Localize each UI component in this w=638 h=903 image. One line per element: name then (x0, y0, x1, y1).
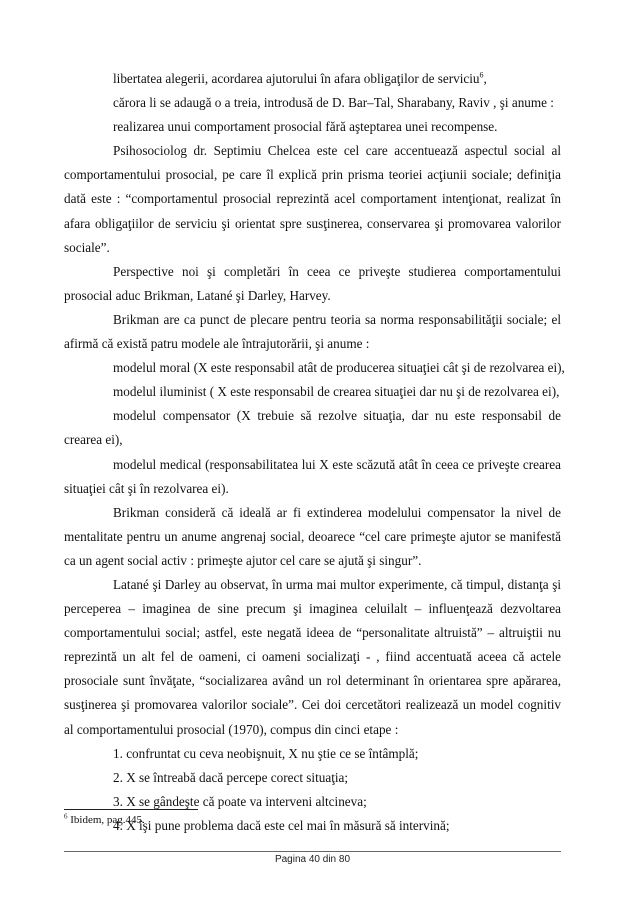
paragraph-ideal: Brikman consideră că ideală ar fi extinderea modelului compensator la nivel de mentalitate pentru un anume angrenaj social, deoarece “cel care primeşte ajutor se manifestă ca un agent social activ : primeşte ajutor cel care se ajută şi singur”. (64, 504, 561, 568)
paragraph-perspective: Perspective noi şi completări în ceea ce priveşte studierea comportamentului prosocial aduc Brikman, Latané şi Darley, Harvey. (64, 263, 561, 303)
condition-text-1: libertatea alegerii, acordarea ajutorului în afara obligaţilor de serviciu (113, 71, 480, 86)
page-number: Pagina 40 din 80 (274, 854, 351, 865)
paragraph-latane-darley: Latané şi Darley au observat, în urma mai multor experimente, că timpul, distanţa şi perceperea – imaginea de sine precum şi imaginea celuilalt – influenţează dezvoltarea comportamentului social; astfel, este negată ideea de “personalitate altruistă” – altruiştii nu reprezintă un alt fel de oameni, ci oameni socializaţi - , fiind accentuată aceea că actele prosociale sunt învăţate, “socializarea având un rol determinant în orientarea spre apărarea, susţinerea şi promovarea valorilor sociale”. Cei doi cercetători realizează un model cognitiv al comportamentului prosocial (1970), compus din cinci etape : (64, 576, 561, 737)
footnote-reference: 6 (479, 70, 484, 80)
model-medical: modelul medical (responsabilitatea lui X este scăzută atât în ceea ce priveşte crearea situaţiei cât şi în rezolvarea ei). (64, 456, 561, 496)
condition-line-3: realizarea unui comportament prosocial fără aşteptarea unei recompense. (113, 119, 498, 135)
footer-divider (64, 851, 561, 852)
step-4: 4. X îşi pune problema dacă este cel mai în măsură să intervină; (113, 817, 450, 833)
model-compensator: modelul compensator (X trebuie să rezolve situaţia, dar nu este responsabil de crearea ei), (64, 408, 561, 448)
condition-comma: , (483, 71, 487, 86)
step-2: 2. X se întreabă dacă percepe corect situaţia; (113, 769, 349, 785)
body-text (64, 67, 565, 838)
condition-line-2: cărora li se adaugă o a treia, introdusă de D. Bar–Tal, Sharabany, Raviv , şi anume : (113, 95, 554, 111)
model-iluminist: modelul iluminist ( X este responsabil de crearea situaţiei dar nu şi de rezolvarea ei), (113, 384, 560, 400)
footnote-mark: 6 (64, 812, 68, 821)
footnote-text: Ibidem, pag.445. (67, 814, 145, 826)
step-3: 3. X se gândeşte că poate va interveni altcineva; (113, 793, 367, 809)
footnote-divider (64, 809, 198, 810)
paragraph-brikman: Brikman are ca punct de plecare pentru teoria sa norma responsabilităţii sociale; el afirmă că există patru modele ale întrajutorării, şi anume : (64, 311, 561, 352)
condition-line-1 (64, 67, 561, 91)
paragraph-chelcea: Psihosociolog dr. Septimiu Chelcea este cel care accentuează aspectul social al comportamentului prosocial, pe care îl explică prin prisma teoriei acţiunii sociale; definiţia dată este : “comportamentul prosocial reprezintă acel comportament intenţionat, realizat în afara obligaţiilor de serviciu şi orientat spre susţinerea, conservarea şi promovarea valorilor sociale”. (64, 143, 561, 255)
footnote (64, 814, 145, 826)
model-moral: modelul moral (X este responsabil atât de producerea situaţiei cât şi de rezolvarea ei), (113, 360, 565, 376)
step-1: 1. confruntat cu ceva neobişnuit, X nu ştie ce se întâmplă; (113, 745, 419, 761)
